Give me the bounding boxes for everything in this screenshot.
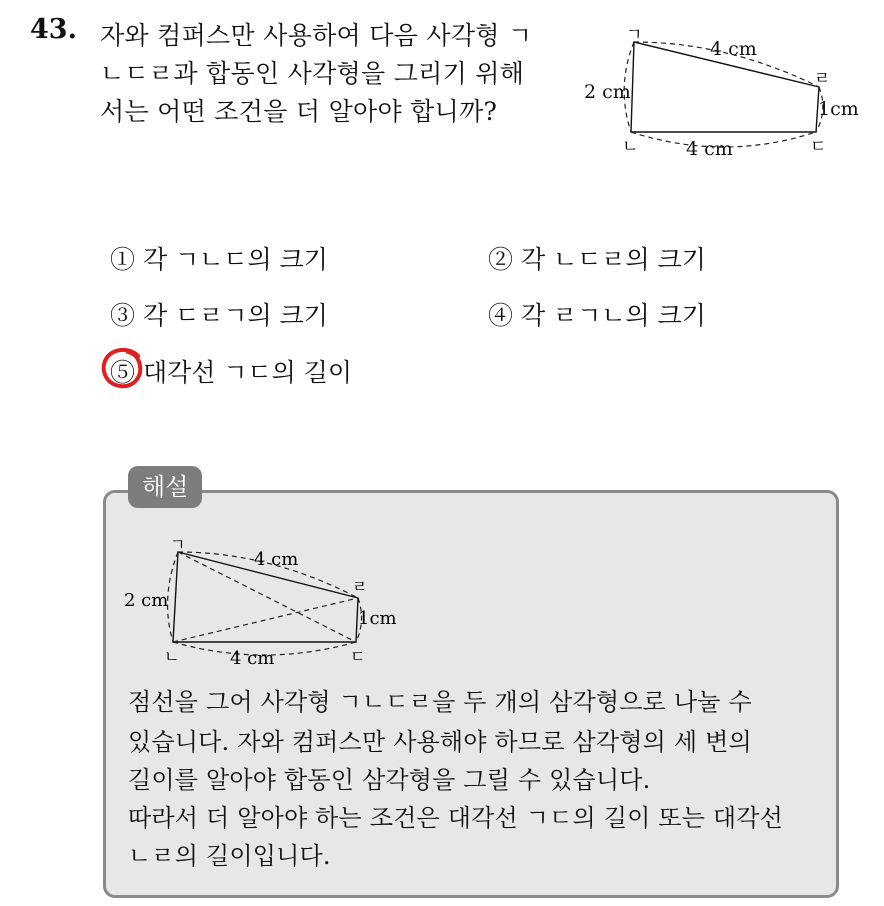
explanation-line-1: 점선을 그어 사각형 ㄱㄴㄷㄹ을 두 개의 삼각형으로 나눌 수 xyxy=(128,688,752,716)
exp-vertex-label-d: ㄹ xyxy=(352,577,368,596)
question-text-line-1: 자와 컴퍼스만 사용하여 다음 사각형 ㄱ xyxy=(100,21,533,50)
vertex-label-b: ㄴ xyxy=(622,137,639,157)
exp-side-label-left: 2 cm xyxy=(124,590,169,611)
explanation-line-2: 있습니다. 자와 컴퍼스만 사용해야 하므로 삼각형의 세 변의 xyxy=(128,728,752,756)
option-marker: ④ xyxy=(488,301,514,330)
exp-vertex-label-c: ㄷ xyxy=(350,647,366,666)
explanation-figure xyxy=(118,538,418,670)
explanation-tag: 해설 xyxy=(128,466,202,508)
option-4[interactable] xyxy=(488,296,706,332)
exp-side-label-bottom: 4 cm xyxy=(230,648,275,669)
option-marker: ③ xyxy=(110,301,136,330)
side-label-bottom: 4 cm xyxy=(686,138,733,160)
vertex-label-c: ㄷ xyxy=(810,137,827,157)
option-marker: ① xyxy=(110,245,136,274)
explanation-line-5: ㄴㄹ의 길이입니다. xyxy=(128,842,331,870)
exp-side-label-top: 4 cm xyxy=(254,549,299,570)
option-text: 각 ㄷㄹㄱ의 크기 xyxy=(142,301,328,330)
exp-side-label-right: 1cm xyxy=(358,608,397,629)
vertex-label-a: ㄱ xyxy=(626,25,643,45)
question-number: 43. xyxy=(30,14,77,45)
option-3[interactable] xyxy=(110,296,328,332)
side-label-left: 2 cm xyxy=(584,81,631,103)
explanation-line-4: 따라서 더 알아야 하는 조건은 대각선 ㄱㄷ의 길이 또는 대각선 xyxy=(128,804,784,832)
question-text-line-3: 서는 어떤 조건을 더 알아야 합니까? xyxy=(100,97,498,126)
diagonal-bd xyxy=(173,598,358,642)
exp-vertex-label-a: ㄱ xyxy=(170,538,186,554)
quadrilateral-figure xyxy=(578,24,868,164)
side-label-right: 1cm xyxy=(818,98,859,120)
option-text: 각 ㄴㄷㄹ의 크기 xyxy=(520,245,706,274)
option-text: 각 ㄱㄴㄷ의 크기 xyxy=(142,245,328,274)
explanation-line-3: 길이를 알아야 합동인 삼각형을 그릴 수 있습니다. xyxy=(128,766,651,794)
option-2[interactable] xyxy=(488,240,706,276)
option-marker: ⑤ xyxy=(110,358,136,387)
exp-vertex-label-b: ㄴ xyxy=(164,647,180,666)
explanation-left-arc xyxy=(168,552,178,642)
vertex-label-d: ㄹ xyxy=(814,69,831,89)
option-text: 각 ㄹㄱㄴ의 크기 xyxy=(520,301,706,330)
question-text-line-2: ㄴㄷㄹ과 합동인 사각형을 그리기 위해 xyxy=(100,59,525,88)
option-1[interactable] xyxy=(110,240,328,276)
side-label-top: 4 cm xyxy=(710,38,757,60)
option-text: 대각선 ㄱㄷ의 길이 xyxy=(142,358,353,387)
answer-mark-icon xyxy=(98,344,150,394)
option-marker: ② xyxy=(488,245,514,274)
